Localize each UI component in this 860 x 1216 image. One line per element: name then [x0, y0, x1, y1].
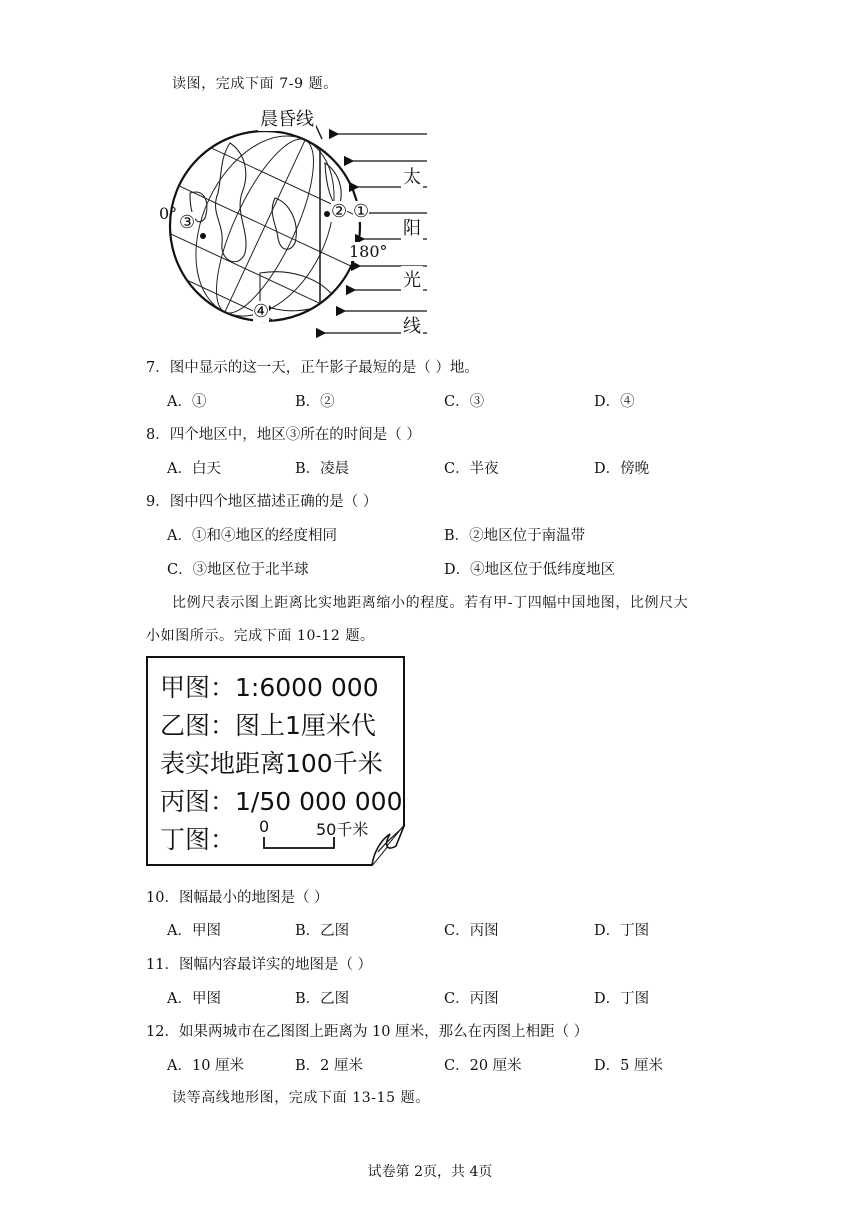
q7-option-b[interactable]: B．②: [295, 394, 335, 410]
lon-180-label: 180°: [349, 242, 388, 261]
q8-option-c[interactable]: C．半夜: [444, 461, 499, 477]
mark-2: ②: [331, 201, 348, 222]
q11-option-b[interactable]: B．乙图: [295, 991, 350, 1007]
q10-option-c[interactable]: C．丙图: [444, 923, 499, 939]
q11-option-c[interactable]: C．丙图: [444, 991, 499, 1007]
scale-yi-cont: 表实地距离100千米: [160, 749, 383, 778]
intro-10-12-line1: 比例尺表示图上距离比实地距离缩小的程度。若有甲-丁四幅中国地图，比例尺大: [172, 595, 689, 611]
q10-option-d[interactable]: D．丁图: [594, 923, 650, 939]
q10-option-b[interactable]: B．乙图: [295, 923, 350, 939]
q7-option-d[interactable]: D．④: [594, 394, 635, 410]
scale-bar-end: 50千米: [316, 820, 369, 839]
sun-char-2: 阳: [401, 214, 423, 240]
q12-option-d[interactable]: D．5 厘米: [594, 1058, 663, 1074]
q7-option-c[interactable]: C．③: [444, 394, 485, 410]
intro-13-15: 读等高线地形图，完成下面 13-15 题。: [172, 1090, 430, 1106]
question-12: 12．如果两城市在乙图图上距离为 10 厘米，那么在丙图上相距（ ）: [146, 1024, 589, 1040]
q8-option-a[interactable]: A．白天: [167, 461, 221, 477]
q11-option-a[interactable]: A．甲图: [167, 991, 221, 1007]
sun-char-3: 光: [401, 266, 423, 292]
q9-option-c[interactable]: C．③地区位于北半球: [167, 562, 309, 578]
q8-option-b[interactable]: B．凌晨: [295, 461, 350, 477]
scale-jia: 甲图：1:6000 000: [160, 673, 379, 702]
intro-7-9: 读图，完成下面 7-9 题。: [172, 76, 338, 92]
question-9: 9．图中四个地区描述正确的是（ ）: [146, 494, 378, 510]
intro-10-12-line2: 小如图所示。完成下面 10-12 题。: [146, 628, 375, 644]
q8-option-d[interactable]: D．傍晚: [594, 461, 650, 477]
scale-box: [146, 656, 404, 866]
scale-ding-label: 丁图：: [160, 825, 236, 854]
terminator-label: 晨昏线: [258, 105, 316, 131]
q7-option-a[interactable]: A．①: [167, 394, 207, 410]
scale-bing: 丙图：1/50 000 000: [160, 787, 403, 816]
question-8: 8．四个地区中，地区③所在的时间是（ ）: [146, 427, 421, 443]
sun-char-4: 线: [401, 312, 423, 338]
q12-option-b[interactable]: B．2 厘米: [295, 1058, 363, 1074]
question-11: 11．图幅内容最详实的地图是（ ）: [146, 957, 373, 973]
mark-4: ④: [253, 301, 270, 322]
q9-option-d[interactable]: D．④地区位于低纬度地区: [444, 562, 616, 578]
question-10: 10．图幅最小的地图是（ ）: [146, 890, 329, 906]
sun-char-1: 太: [401, 163, 423, 189]
q12-option-a[interactable]: A．10 厘米: [167, 1058, 245, 1074]
q11-option-d[interactable]: D．丁图: [594, 991, 650, 1007]
lon-0-label: 0°: [159, 204, 178, 223]
mark-3: ③: [179, 212, 196, 233]
q9-option-b[interactable]: B．②地区位于南温带: [444, 528, 586, 544]
globe-diagram: [150, 103, 440, 338]
q10-option-a[interactable]: A．甲图: [167, 923, 221, 939]
q9-option-a[interactable]: A．①和④地区的经度相同: [167, 528, 337, 544]
scale-bar-zero: 0: [259, 817, 270, 836]
scale-yi: 乙图：图上1厘米代: [160, 711, 376, 740]
q12-option-c[interactable]: C．20 厘米: [444, 1058, 522, 1074]
mark-1: ①: [353, 201, 370, 222]
page-footer: 试卷第 2页，共 4页: [367, 1164, 493, 1180]
question-7: 7．图中显示的这一天，正午影子最短的是（ ）地。: [146, 360, 479, 376]
